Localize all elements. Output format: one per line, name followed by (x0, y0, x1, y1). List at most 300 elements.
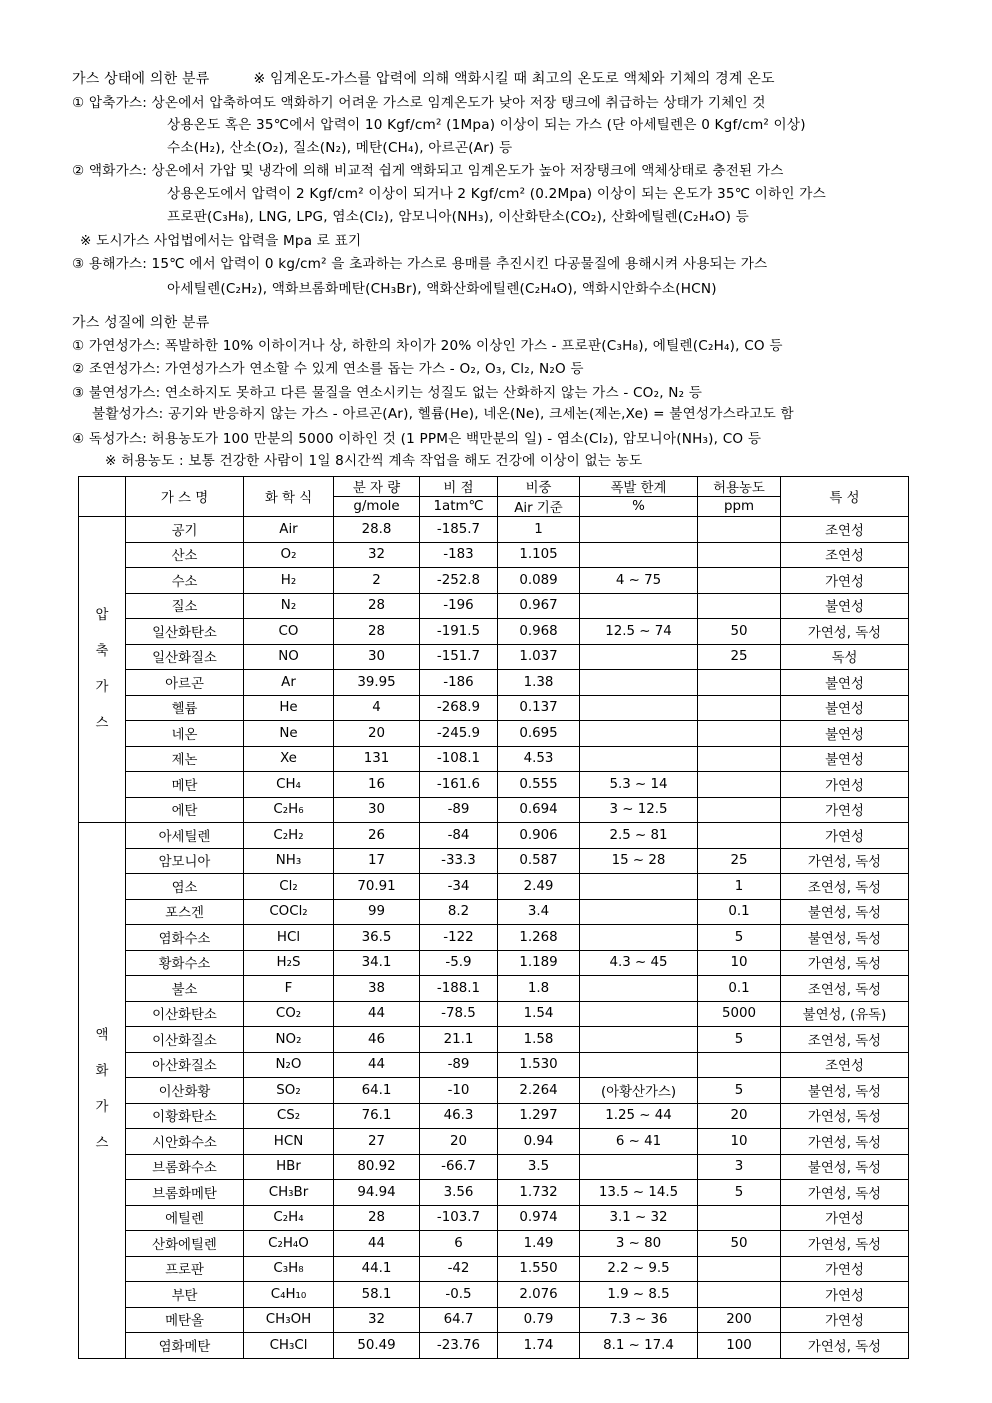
cell-formula: CO₂ (244, 1001, 334, 1027)
table-row (79, 899, 909, 925)
cell-limit: 15 ~ 28 (580, 848, 698, 874)
cell-sg: 0.694 (498, 797, 580, 823)
table-row (79, 1001, 909, 1027)
cell-tlv (698, 1052, 781, 1078)
cell-tlv: 25 (698, 644, 781, 670)
cell-sg: 0.137 (498, 695, 580, 721)
table-row (79, 1307, 909, 1333)
cell-prop: 가연성, 독성 (781, 950, 909, 976)
cell-limit: 12.5 ~ 74 (580, 619, 698, 645)
table-row (79, 1180, 909, 1206)
cell-mw: 64.1 (334, 1078, 420, 1104)
cell-name: 수소 (126, 568, 244, 594)
cell-mw: 58.1 (334, 1282, 420, 1308)
cell-bp: -103.7 (420, 1205, 498, 1231)
header-formula: 화 학 식 (244, 477, 334, 517)
cell-formula: C₄H₁₀ (244, 1282, 334, 1308)
table-row (79, 1205, 909, 1231)
cell-name: 에탄 (126, 797, 244, 823)
cell-sg: 0.555 (498, 772, 580, 798)
cell-formula: C₃H₈ (244, 1256, 334, 1282)
header-sg-unit: Air 기준 (498, 497, 580, 517)
cell-mw: 28 (334, 1205, 420, 1231)
gas-properties-table (78, 476, 909, 1359)
section-title-state (72, 70, 775, 88)
compressed-gas-line1: ① 압축가스: 상온에서 압축하여도 액화하기 어려운 가스로 임계온도가 낮아 저장 탱크에 취급하는 상태가 기체인 것 (72, 95, 766, 111)
cell-bp: 3.56 (420, 1180, 498, 1206)
table-row (79, 1103, 909, 1129)
cell-formula: C₂H₆ (244, 797, 334, 823)
cell-mw: 2 (334, 568, 420, 594)
cell-formula: H₂ (244, 568, 334, 594)
cell-limit: 1.25 ~ 44 (580, 1103, 698, 1129)
cell-sg: 1.105 (498, 542, 580, 568)
table-row (79, 950, 909, 976)
cell-tlv (698, 517, 781, 543)
dissolved-gas-line2: 아세틸렌(C₂H₂), 액화브롬화메탄(CH₃Br), 액화산화에틸렌(C₂H₄O), 액화시안화수소(HCN) (167, 281, 717, 297)
cell-formula: Cl₂ (244, 874, 334, 900)
table-row (79, 542, 909, 568)
cell-tlv: 0.1 (698, 976, 781, 1002)
table-row (79, 746, 909, 772)
cell-formula: F (244, 976, 334, 1002)
cell-sg: 1.54 (498, 1001, 580, 1027)
cell-tlv (698, 542, 781, 568)
group-liquefied-gas (79, 823, 126, 1359)
cell-sg: 2.076 (498, 1282, 580, 1308)
dissolved-gas-line1: ③ 용해가스: 15℃ 에서 압력이 0 kg/cm² 을 초과하는 가스로 용매를 추진시킨 다공물질에 용해시켜 사용되는 가스 (72, 256, 768, 272)
cell-mw: 38 (334, 976, 420, 1002)
oxidizing-gas-line: ② 조연성가스: 가연성가스가 연소할 수 있게 연소를 돕는 가스 - O₂, O₃, Cl₂, N₂O 등 (72, 361, 584, 377)
cell-prop: 불연성, (유독) (781, 1001, 909, 1027)
cell-bp: 21.1 (420, 1027, 498, 1053)
cell-formula: Xe (244, 746, 334, 772)
cell-formula: Ne (244, 721, 334, 747)
table-row (79, 1333, 909, 1359)
cell-mw: 44 (334, 1001, 420, 1027)
cell-limit (580, 1001, 698, 1027)
cell-limit (580, 517, 698, 543)
group-label-char: 액 (95, 1028, 109, 1044)
cell-limit (580, 1027, 698, 1053)
table-row (79, 619, 909, 645)
cell-bp: -122 (420, 925, 498, 951)
group-label-char: 스 (95, 715, 109, 731)
cell-sg: 0.587 (498, 848, 580, 874)
cell-limit (580, 644, 698, 670)
liquefied-gas-line1: ② 액화가스: 상온에서 가압 및 냉각에 의해 비교적 쉽게 액화되고 임계온도가 높아 저장탱크에 액체상태로 충전된 가스 (72, 163, 784, 179)
cell-bp: -42 (420, 1256, 498, 1282)
header-limit-unit: % (580, 497, 698, 517)
cell-limit: 1.9 ~ 8.5 (580, 1282, 698, 1308)
cell-limit: 4 ~ 75 (580, 568, 698, 594)
cell-mw: 32 (334, 542, 420, 568)
table-row (79, 695, 909, 721)
cell-name: 일산화질소 (126, 644, 244, 670)
cell-prop: 불연성, 독성 (781, 899, 909, 925)
cell-bp: -191.5 (420, 619, 498, 645)
cell-formula: CS₂ (244, 1103, 334, 1129)
cell-sg: 2.49 (498, 874, 580, 900)
cell-prop: 불연성 (781, 670, 909, 696)
cell-limit (580, 721, 698, 747)
cell-prop: 독성 (781, 644, 909, 670)
cell-bp: 20 (420, 1129, 498, 1155)
cell-bp: -0.5 (420, 1282, 498, 1308)
header-bp: 비 점 (420, 477, 498, 497)
header-group-blank (79, 477, 126, 517)
cell-name: 헬륨 (126, 695, 244, 721)
cell-formula: CH₃OH (244, 1307, 334, 1333)
cell-name: 이산화황 (126, 1078, 244, 1104)
cell-bp: -185.7 (420, 517, 498, 543)
cell-limit: 13.5 ~ 14.5 (580, 1180, 698, 1206)
cell-name: 네온 (126, 721, 244, 747)
cell-limit (580, 695, 698, 721)
cell-tlv (698, 721, 781, 747)
cell-bp: -78.5 (420, 1001, 498, 1027)
cell-name: 에틸렌 (126, 1205, 244, 1231)
cell-bp: 8.2 (420, 899, 498, 925)
cell-formula: NO₂ (244, 1027, 334, 1053)
cell-tlv: 5 (698, 925, 781, 951)
cell-name: 질소 (126, 593, 244, 619)
cell-prop: 조연성 (781, 1052, 909, 1078)
cell-limit: 6 ~ 41 (580, 1129, 698, 1155)
cell-limit (580, 874, 698, 900)
cell-bp: 64.7 (420, 1307, 498, 1333)
cell-sg: 1.037 (498, 644, 580, 670)
cell-prop: 가연성, 독성 (781, 619, 909, 645)
group-label-char: 압 (95, 607, 109, 623)
cell-formula: N₂O (244, 1052, 334, 1078)
cell-bp: -188.1 (420, 976, 498, 1002)
cell-prop: 불연성, 독성 (781, 1154, 909, 1180)
cell-mw: 28 (334, 593, 420, 619)
cell-name: 산소 (126, 542, 244, 568)
nonflammable-gas-line: ③ 불연성가스: 연소하지도 못하고 다른 물질을 연소시키는 성질도 없는 산화하지 않는 가스 - CO₂, N₂ 등 (72, 385, 703, 401)
cell-tlv (698, 746, 781, 772)
cell-prop: 가연성, 독성 (781, 1103, 909, 1129)
cell-formula: C₂H₄O (244, 1231, 334, 1257)
cell-tlv (698, 823, 781, 849)
cell-prop: 조연성, 독성 (781, 1027, 909, 1053)
cell-tlv: 1 (698, 874, 781, 900)
header-limit: 폭발 한계 (580, 477, 698, 497)
cell-prop: 가연성 (781, 1282, 909, 1308)
table-row (79, 1027, 909, 1053)
cell-prop: 가연성, 독성 (781, 1333, 909, 1359)
cell-tlv (698, 670, 781, 696)
cell-bp: -84 (420, 823, 498, 849)
cell-mw: 80.92 (334, 1154, 420, 1180)
cell-sg: 1.189 (498, 950, 580, 976)
cell-name: 염소 (126, 874, 244, 900)
cell-name: 아세틸렌 (126, 823, 244, 849)
cell-prop: 가연성, 독성 (781, 1129, 909, 1155)
cell-tlv: 5000 (698, 1001, 781, 1027)
flammable-gas-line: ① 가연성가스: 폭발하한 10% 이하이거나 상, 하한의 차이가 20% 이상인 가스 - 프로판(C₃H₈), 에틸렌(C₂H₄), CO 등 (72, 338, 783, 354)
table-row (79, 568, 909, 594)
header-mw: 분 자 량 (334, 477, 420, 497)
cell-formula: O₂ (244, 542, 334, 568)
cell-formula: HBr (244, 1154, 334, 1180)
cell-limit: 4.3 ~ 45 (580, 950, 698, 976)
note-allowable-concentration: ※ 허용농도 : 보통 건강한 사람이 1일 8시간씩 계속 작업을 해도 건강에 이상이 없는 농도 (105, 453, 643, 469)
cell-prop: 가연성, 독성 (781, 848, 909, 874)
cell-bp: -89 (420, 797, 498, 823)
cell-prop: 불연성 (781, 721, 909, 747)
cell-sg: 0.968 (498, 619, 580, 645)
cell-sg: 0.974 (498, 1205, 580, 1231)
cell-limit: (아황산가스) (580, 1078, 698, 1104)
cell-prop: 가연성 (781, 823, 909, 849)
table-row (79, 797, 909, 823)
cell-limit: 3.1 ~ 32 (580, 1205, 698, 1231)
table-row (79, 925, 909, 951)
table-row (79, 772, 909, 798)
cell-formula: CH₃Cl (244, 1333, 334, 1359)
table-row (79, 1052, 909, 1078)
cell-name: 포스겐 (126, 899, 244, 925)
cell-sg: 0.94 (498, 1129, 580, 1155)
header-tlv-unit: ppm (698, 497, 781, 517)
cell-sg: 0.695 (498, 721, 580, 747)
cell-bp: -108.1 (420, 746, 498, 772)
cell-sg: 1.530 (498, 1052, 580, 1078)
cell-limit: 5.3 ~ 14 (580, 772, 698, 798)
table-row (79, 1078, 909, 1104)
cell-name: 아산화질소 (126, 1052, 244, 1078)
table-row (79, 517, 909, 543)
cell-prop: 불연성 (781, 695, 909, 721)
header-mw-unit: g/mole (334, 497, 420, 517)
cell-prop: 불연성, 독성 (781, 925, 909, 951)
cell-mw: 44 (334, 1052, 420, 1078)
table-body (79, 517, 909, 1359)
cell-tlv (698, 1256, 781, 1282)
cell-mw: 17 (334, 848, 420, 874)
table-row (79, 1231, 909, 1257)
cell-bp: -34 (420, 874, 498, 900)
cell-mw: 131 (334, 746, 420, 772)
cell-name: 이산화탄소 (126, 1001, 244, 1027)
compressed-gas-line3: 수소(H₂), 산소(O₂), 질소(N₂), 메탄(CH₄), 아르곤(Ar) 등 (167, 140, 513, 156)
cell-mw: 28 (334, 619, 420, 645)
table-row (79, 1256, 909, 1282)
cell-prop: 조연성, 독성 (781, 976, 909, 1002)
cell-bp: -5.9 (420, 950, 498, 976)
cell-sg: 1.550 (498, 1256, 580, 1282)
cell-formula: N₂ (244, 593, 334, 619)
cell-limit (580, 976, 698, 1002)
cell-prop: 가연성, 독성 (781, 1180, 909, 1206)
cell-name: 제논 (126, 746, 244, 772)
cell-sg: 1.268 (498, 925, 580, 951)
cell-limit: 2.5 ~ 81 (580, 823, 698, 849)
header-prop: 특 성 (781, 477, 909, 517)
cell-name: 프로판 (126, 1256, 244, 1282)
cell-formula: Air (244, 517, 334, 543)
toxic-gas-line: ④ 독성가스: 허용농도가 100 만분의 5000 이하인 것 (1 PPM은 백만분의 일) - 염소(Cl₂), 암모니아(NH₃), CO 등 (72, 431, 762, 447)
cell-prop: 불연성 (781, 593, 909, 619)
cell-name: 시안화수소 (126, 1129, 244, 1155)
cell-tlv: 100 (698, 1333, 781, 1359)
cell-mw: 39.95 (334, 670, 420, 696)
cell-sg: 1.297 (498, 1103, 580, 1129)
cell-mw: 32 (334, 1307, 420, 1333)
cell-name: 브롬화수소 (126, 1154, 244, 1180)
cell-bp: -196 (420, 593, 498, 619)
cell-tlv: 200 (698, 1307, 781, 1333)
cell-prop: 조연성 (781, 517, 909, 543)
cell-name: 이산화질소 (126, 1027, 244, 1053)
cell-name: 산화에틸렌 (126, 1231, 244, 1257)
cell-formula: C₂H₄ (244, 1205, 334, 1231)
cell-tlv: 0.1 (698, 899, 781, 925)
cell-formula: CH₄ (244, 772, 334, 798)
cell-mw: 76.1 (334, 1103, 420, 1129)
cell-sg: 2.264 (498, 1078, 580, 1104)
cell-name: 일산화탄소 (126, 619, 244, 645)
cell-prop: 불연성, 독성 (781, 1078, 909, 1104)
cell-limit (580, 746, 698, 772)
cell-mw: 46 (334, 1027, 420, 1053)
cell-limit (580, 1154, 698, 1180)
cell-prop: 조연성, 독성 (781, 874, 909, 900)
cell-bp: -186 (420, 670, 498, 696)
cell-mw: 44.1 (334, 1256, 420, 1282)
cell-limit (580, 593, 698, 619)
cell-limit (580, 899, 698, 925)
cell-tlv: 3 (698, 1154, 781, 1180)
note-critical-temp: ※ 임계온도-가스를 압력에 의해 액화시킬 때 최고의 온도로 액체와 기체의 경계 온도 (253, 71, 775, 87)
cell-formula: Ar (244, 670, 334, 696)
cell-name: 이황화탄소 (126, 1103, 244, 1129)
cell-bp: -33.3 (420, 848, 498, 874)
cell-sg: 0.967 (498, 593, 580, 619)
cell-bp: 6 (420, 1231, 498, 1257)
header-sg: 비중 (498, 477, 580, 497)
cell-sg: 1.49 (498, 1231, 580, 1257)
table-row (79, 848, 909, 874)
table-row (79, 593, 909, 619)
cell-bp: -245.9 (420, 721, 498, 747)
cell-limit: 8.1 ~ 17.4 (580, 1333, 698, 1359)
cell-tlv (698, 772, 781, 798)
cell-mw: 70.91 (334, 874, 420, 900)
group-label-char: 화 (95, 1064, 109, 1080)
cell-sg: 3.5 (498, 1154, 580, 1180)
cell-limit (580, 670, 698, 696)
note-city-gas: ※ 도시가스 사업법에서는 압력을 Mpa 로 표기 (80, 233, 362, 249)
cell-sg: 1.74 (498, 1333, 580, 1359)
cell-limit: 3 ~ 12.5 (580, 797, 698, 823)
table-row (79, 1282, 909, 1308)
cell-limit (580, 542, 698, 568)
cell-name: 브롬화메탄 (126, 1180, 244, 1206)
cell-formula: HCl (244, 925, 334, 951)
cell-name: 부탄 (126, 1282, 244, 1308)
header-tlv: 허용농도 (698, 477, 781, 497)
cell-bp: -268.9 (420, 695, 498, 721)
cell-tlv: 10 (698, 1129, 781, 1155)
cell-tlv (698, 593, 781, 619)
cell-formula: CH₃Br (244, 1180, 334, 1206)
cell-limit: 3 ~ 80 (580, 1231, 698, 1257)
cell-prop: 가연성, 독성 (781, 1231, 909, 1257)
cell-tlv: 5 (698, 1027, 781, 1053)
table-row (79, 976, 909, 1002)
group-compressed-gas (79, 517, 126, 823)
inert-gas-line: 불활성가스: 공기와 반응하지 않는 가스 - 아르곤(Ar), 헬륨(He), 네온(Ne), 크세논(제논,Xe) = 불연성가스라고도 함 (92, 406, 794, 422)
cell-sg: 0.79 (498, 1307, 580, 1333)
cell-mw: 4 (334, 695, 420, 721)
cell-limit: 2.2 ~ 9.5 (580, 1256, 698, 1282)
cell-tlv: 10 (698, 950, 781, 976)
cell-prop: 가연성 (781, 568, 909, 594)
cell-name: 공기 (126, 517, 244, 543)
cell-limit (580, 1052, 698, 1078)
cell-tlv (698, 797, 781, 823)
cell-mw: 44 (334, 1231, 420, 1257)
cell-formula: HCN (244, 1129, 334, 1155)
cell-sg: 0.906 (498, 823, 580, 849)
group-label-char: 가 (95, 1100, 109, 1116)
cell-formula: SO₂ (244, 1078, 334, 1104)
cell-mw: 94.94 (334, 1180, 420, 1206)
section-title-property: 가스 성질에 의한 분류 (72, 315, 210, 331)
table-row (79, 644, 909, 670)
cell-tlv: 5 (698, 1180, 781, 1206)
cell-tlv: 50 (698, 1231, 781, 1257)
cell-mw: 99 (334, 899, 420, 925)
liquefied-gas-line3: 프로판(C₃H₈), LNG, LPG, 염소(Cl₂), 암모니아(NH₃), 이산화탄소(CO₂), 산화에틸렌(C₂H₄O) 등 (167, 209, 749, 225)
cell-name: 불소 (126, 976, 244, 1002)
table-row (79, 1154, 909, 1180)
cell-prop: 불연성 (781, 746, 909, 772)
cell-bp: -252.8 (420, 568, 498, 594)
cell-limit: 7.3 ~ 36 (580, 1307, 698, 1333)
cell-sg: 1.58 (498, 1027, 580, 1053)
table-row (79, 721, 909, 747)
cell-tlv: 50 (698, 619, 781, 645)
cell-tlv (698, 1282, 781, 1308)
cell-name: 염화수소 (126, 925, 244, 951)
cell-tlv (698, 1205, 781, 1231)
group-label-char: 가 (95, 679, 109, 695)
header-bp-unit: 1atm℃ (420, 497, 498, 517)
cell-sg: 1.8 (498, 976, 580, 1002)
cell-mw: 34.1 (334, 950, 420, 976)
cell-formula: NH₃ (244, 848, 334, 874)
group-label-char: 축 (95, 643, 109, 659)
cell-sg: 1 (498, 517, 580, 543)
cell-prop: 가연성 (781, 772, 909, 798)
cell-bp: -161.6 (420, 772, 498, 798)
cell-limit (580, 925, 698, 951)
table-row (79, 670, 909, 696)
cell-bp: -10 (420, 1078, 498, 1104)
cell-name: 메탄 (126, 772, 244, 798)
cell-prop: 가연성 (781, 1205, 909, 1231)
cell-bp: 46.3 (420, 1103, 498, 1129)
cell-tlv: 5 (698, 1078, 781, 1104)
table-row (79, 874, 909, 900)
compressed-gas-line2: 상용온도 혹은 35℃에서 압력이 10 Kgf/cm² (1Mpa) 이상이 되는 가스 (단 아세틸렌은 0 Kgf/cm² 이상) (167, 117, 806, 133)
cell-formula: He (244, 695, 334, 721)
cell-mw: 28.8 (334, 517, 420, 543)
